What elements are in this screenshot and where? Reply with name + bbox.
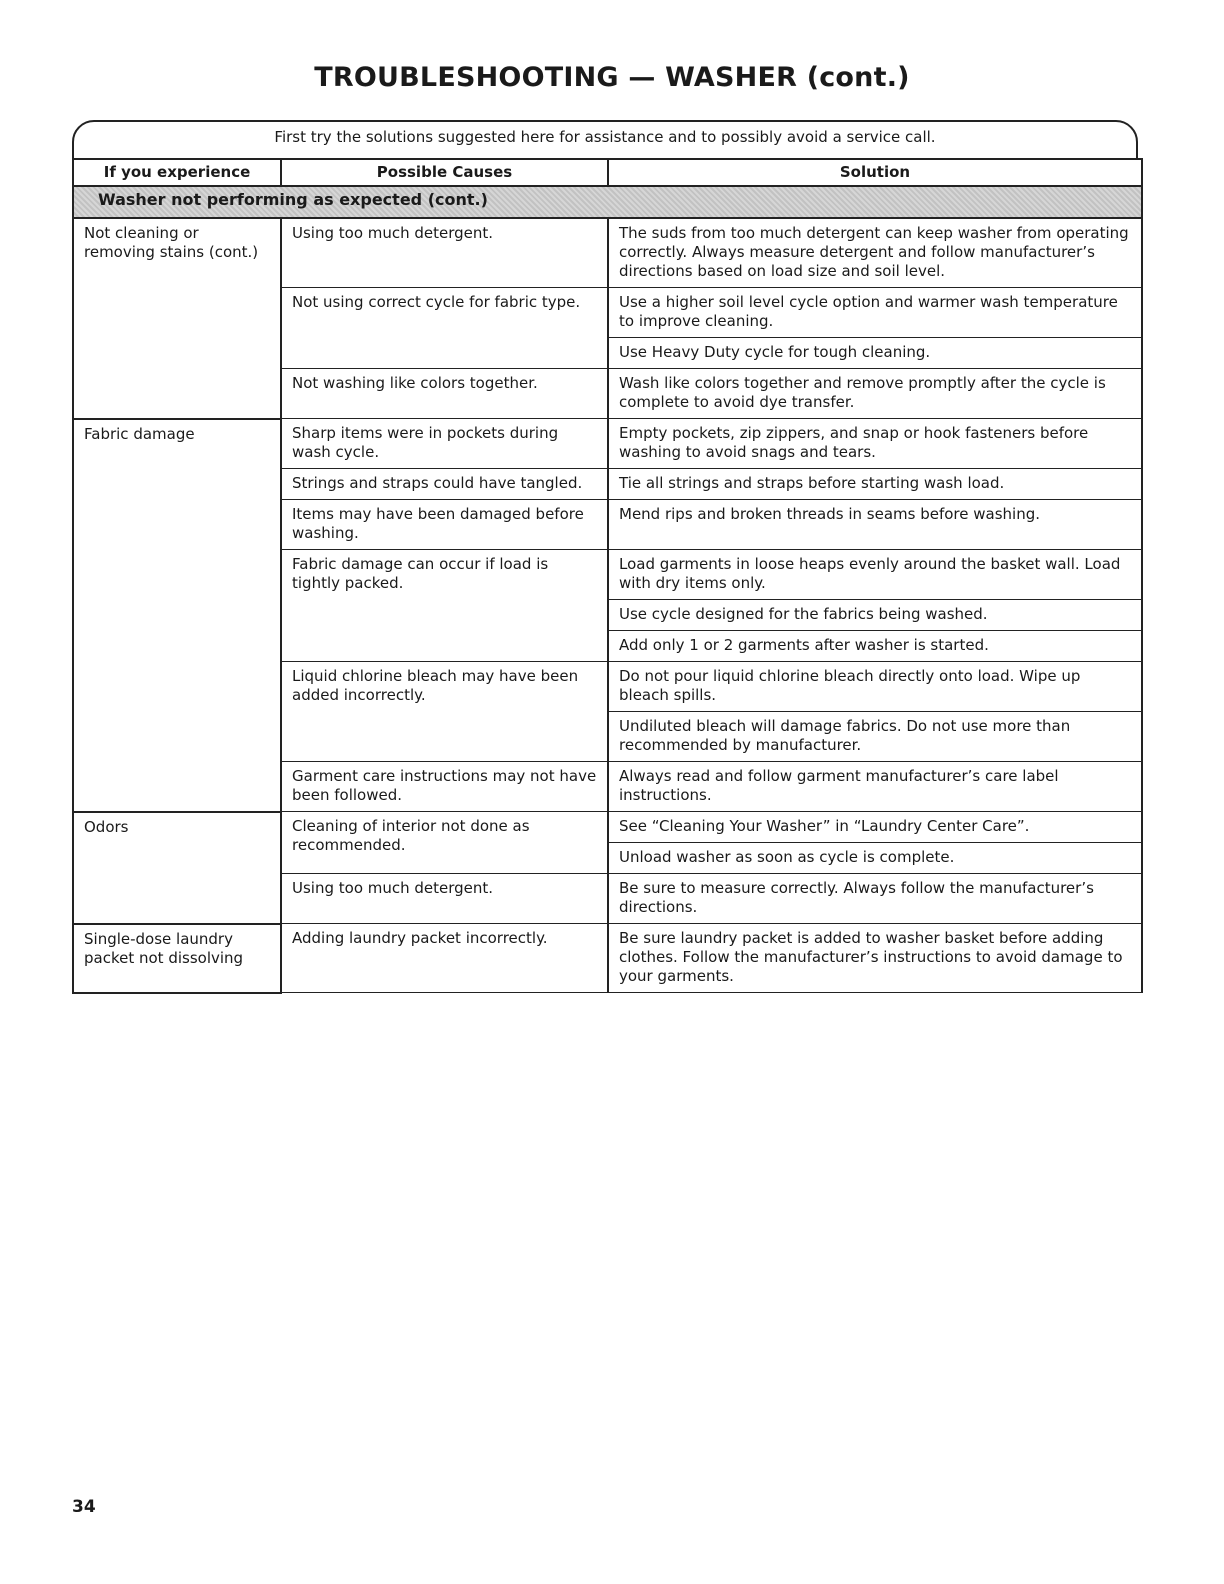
table-body [73, 186, 1142, 993]
page-number: 34 [72, 1497, 96, 1517]
table-row [73, 812, 1142, 843]
section-row [73, 186, 1142, 218]
cause-cell: Garment care instructions may not have been followed. [281, 762, 608, 812]
solution-cell: Be sure laundry packet is added to washer basket before adding clothes. Follow the manufacturer’s instructions to avoid damage to your garments. [608, 924, 1142, 993]
table-row [73, 218, 1142, 288]
solution-cell: See “Cleaning Your Washer” in “Laundry Center Care”. [608, 812, 1142, 843]
symptom-cell: Fabric damage [73, 419, 281, 812]
header-symptom: If you experience [73, 159, 281, 186]
solution-cell: Be sure to measure correctly. Always follow the manufacturer’s directions. [608, 874, 1142, 924]
solution-cell: Unload washer as soon as cycle is complete. [608, 843, 1142, 874]
cause-cell: Strings and straps could have tangled. [281, 469, 608, 500]
cause-cell: Not washing like colors together. [281, 369, 608, 419]
solution-cell: Always read and follow garment manufacturer’s care label instructions. [608, 762, 1142, 812]
cause-cell: Using too much detergent. [281, 874, 608, 924]
solution-cell: Use a higher soil level cycle option and warmer wash temperature to improve cleaning. [608, 288, 1142, 338]
cause-cell: Sharp items were in pockets during wash cycle. [281, 419, 608, 469]
table-row [73, 924, 1142, 993]
symptom-cell: Odors [73, 812, 281, 924]
page-title: TROUBLESHOOTING — WASHER (cont.) [314, 62, 910, 93]
symptom-cell: Single-dose laundry packet not dissolving [73, 924, 281, 993]
cause-cell: Not using correct cycle for fabric type. [281, 288, 608, 369]
troubleshooting-table [72, 158, 1143, 994]
cause-cell: Fabric damage can occur if load is tightly packed. [281, 550, 608, 662]
solution-cell: The suds from too much detergent can keep washer from operating correctly. Always measure detergent and follow manufacturer’s directions based on load size and soil level. [608, 218, 1142, 288]
solution-cell: Load garments in loose heaps evenly around the basket wall. Load with dry items only. [608, 550, 1142, 600]
intro-text: First try the solutions suggested here for assistance and to possibly avoid a service call. [274, 128, 936, 146]
cause-cell: Using too much detergent. [281, 218, 608, 288]
solution-cell: Empty pockets, zip zippers, and snap or hook fasteners before washing to avoid snags and tears. [608, 419, 1142, 469]
solution-cell: Use Heavy Duty cycle for tough cleaning. [608, 338, 1142, 369]
header-solution: Solution [608, 159, 1142, 186]
solution-cell: Undiluted bleach will damage fabrics. Do not use more than recommended by manufacturer. [608, 712, 1142, 762]
solution-cell: Add only 1 or 2 garments after washer is started. [608, 631, 1142, 662]
header-causes: Possible Causes [281, 159, 608, 186]
symptom-cell: Not cleaning or removing stains (cont.) [73, 218, 281, 419]
solution-cell: Do not pour liquid chlorine bleach directly onto load. Wipe up bleach spills. [608, 662, 1142, 712]
solution-cell: Mend rips and broken threads in seams before washing. [608, 500, 1142, 550]
solution-cell: Wash like colors together and remove promptly after the cycle is complete to avoid dye transfer. [608, 369, 1142, 419]
table-row [73, 419, 1142, 469]
solution-cell: Tie all strings and straps before starting wash load. [608, 469, 1142, 500]
solution-cell: Use cycle designed for the fabrics being washed. [608, 600, 1142, 631]
header-row [73, 159, 1142, 186]
cause-cell: Liquid chlorine bleach may have been added incorrectly. [281, 662, 608, 762]
cause-cell: Items may have been damaged before washing. [281, 500, 608, 550]
cause-cell: Adding laundry packet incorrectly. [281, 924, 608, 993]
section-label: Washer not performing as expected (cont.) [73, 186, 1142, 218]
cause-cell: Cleaning of interior not done as recommended. [281, 812, 608, 874]
